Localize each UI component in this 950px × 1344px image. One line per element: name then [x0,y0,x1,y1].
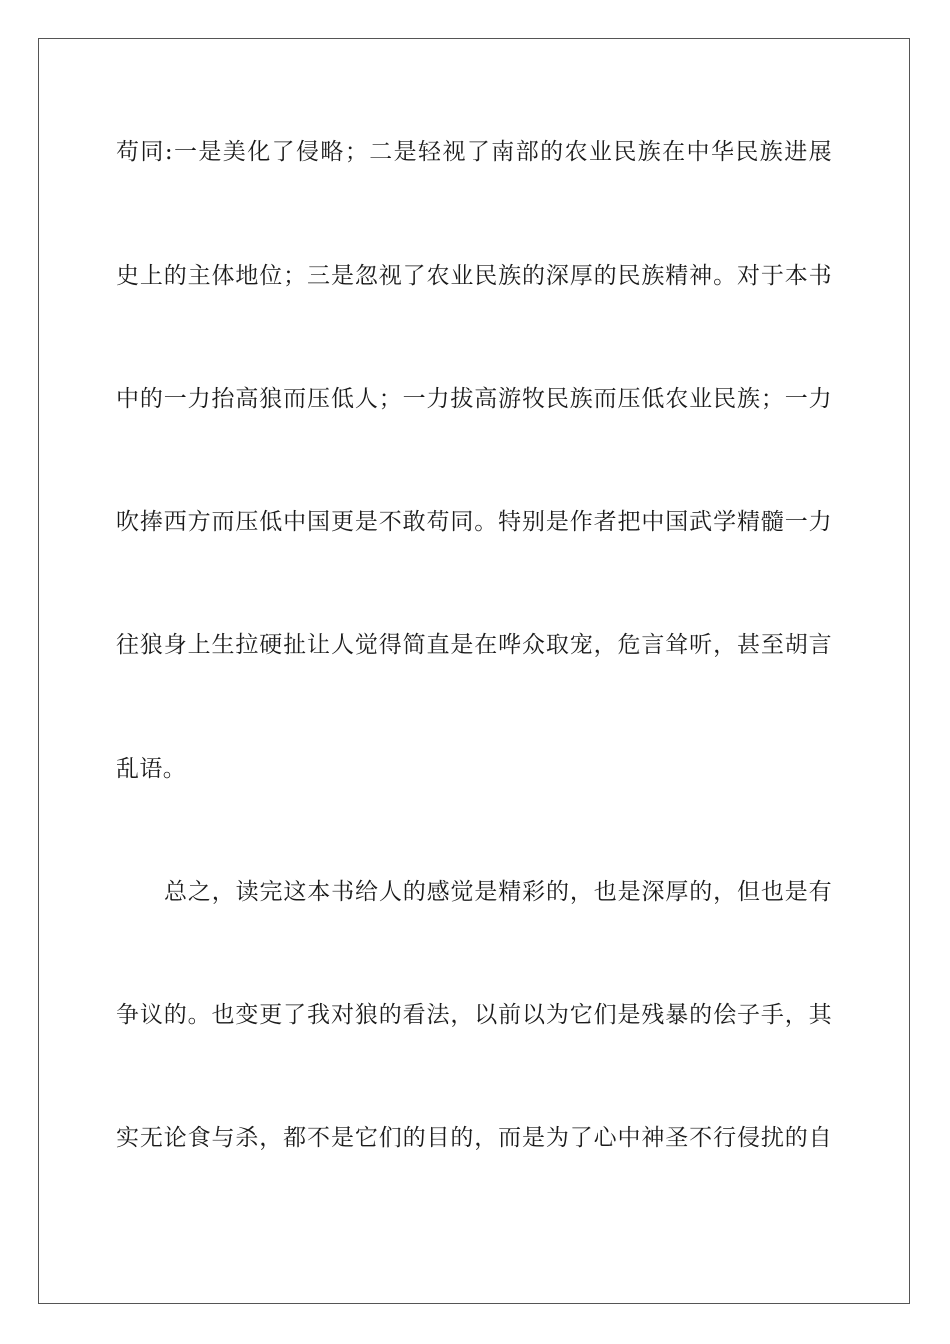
paragraph-first-line: 总之，读完这本书给人的感觉是精彩的，也是深厚的，但也是有 [164,879,832,905]
text-line: 史上的主体地位；三是忽视了农业民族的深厚的民族精神。对于本书 [116,263,832,289]
text-line: 争议的。也变更了我对狼的看法，以前以为它们是残暴的侩子手，其 [116,1002,832,1028]
text-line: 中的一力抬高狼而压低人；一力拔高游牧民族而压低农业民族；一力 [116,386,832,412]
text-line: 实无论食与杀，都不是它们的目的，而是为了心中神圣不行侵扰的自 [116,1125,832,1151]
text-line: 吹捧西方而压低中国更是不敢苟同。特别是作者把中国武学精髓一力 [116,509,832,535]
text-line: 苟同:一是美化了侵略；二是轻视了南部的农业民族在中华民族进展 [116,139,832,165]
page-border [38,38,910,1304]
text-line: 乱语。 [116,756,187,782]
text-line: 往狼身上生拉硬扯让人觉得简直是在哗众取宠，危言耸听，甚至胡言 [116,632,832,658]
